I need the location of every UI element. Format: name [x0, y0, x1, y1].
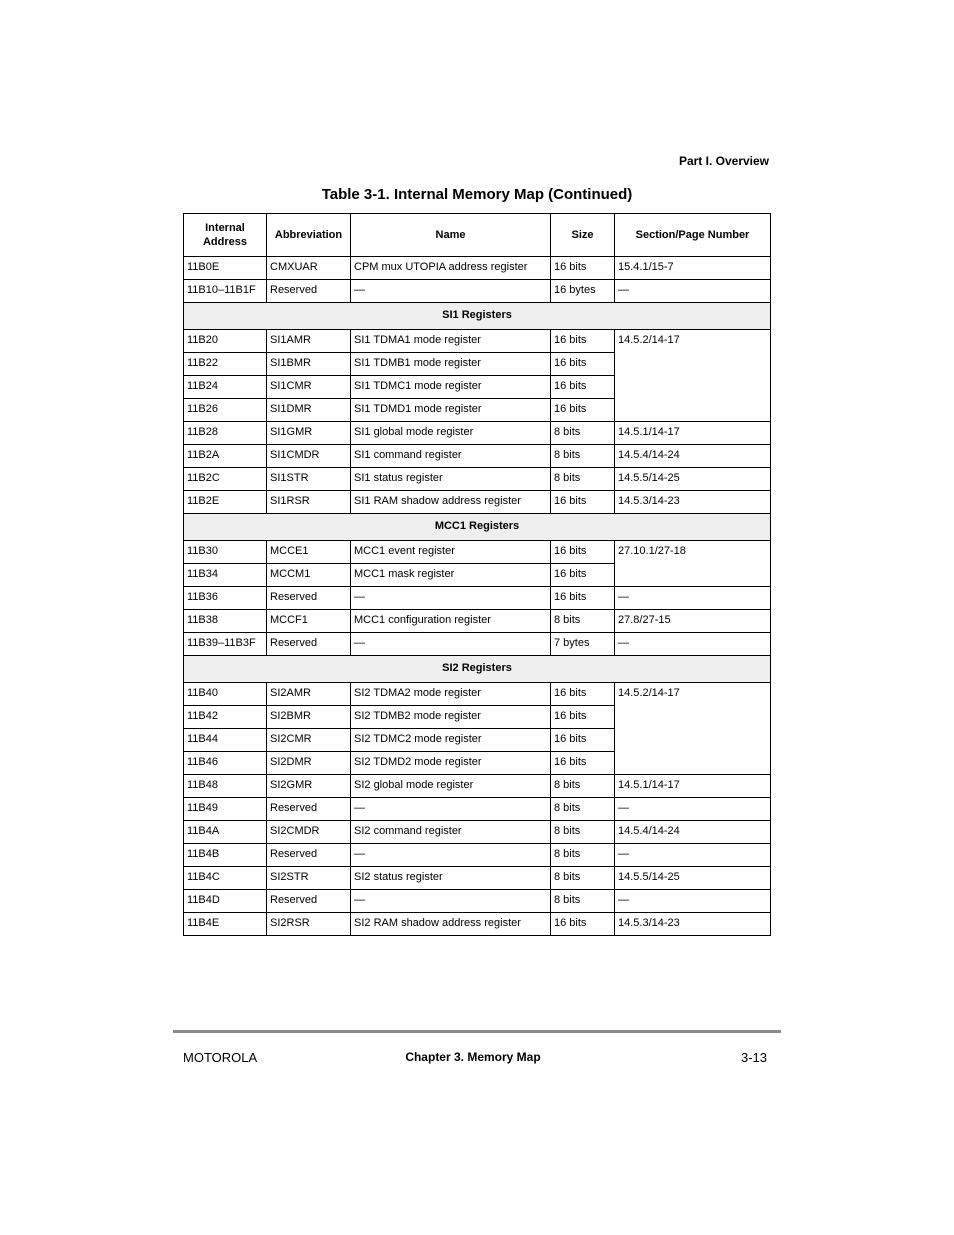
cell-address: 11B0E: [184, 257, 267, 280]
cell-name: —: [351, 280, 551, 303]
cell-name: SI2 status register: [351, 867, 551, 890]
cell-name: SI1 RAM shadow address register: [351, 491, 551, 514]
cell-name: MCC1 event register: [351, 541, 551, 564]
cell-size: 8 bits: [551, 798, 615, 821]
cell-abbreviation: SI2STR: [267, 867, 351, 890]
cell-name: SI1 TDMA1 mode register: [351, 330, 551, 353]
cell-section-page: 27.8/27-15: [615, 610, 771, 633]
cell-section-page: 14.5.5/14-25: [615, 468, 771, 491]
cell-size: 8 bits: [551, 867, 615, 890]
memory-map-table: [183, 213, 771, 936]
cell-section-page: 15.4.1/15-7: [615, 257, 771, 280]
cell-size: 16 bytes: [551, 280, 615, 303]
cell-name: SI2 global mode register: [351, 775, 551, 798]
cell-abbreviation: MCCM1: [267, 564, 351, 587]
cell-name: SI2 TDMA2 mode register: [351, 683, 551, 706]
cell-section-page: —: [615, 798, 771, 821]
table-row: [184, 491, 771, 514]
cell-abbreviation: MCCE1: [267, 541, 351, 564]
cell-abbreviation: SI1BMR: [267, 353, 351, 376]
cell-abbreviation: SI1CMR: [267, 376, 351, 399]
table-row: [184, 468, 771, 491]
cell-abbreviation: SI2BMR: [267, 706, 351, 729]
cell-address: 11B10–11B1F: [184, 280, 267, 303]
cell-section-page: 14.5.2/14-17: [615, 683, 771, 775]
cell-size: 16 bits: [551, 353, 615, 376]
cell-name: SI2 TDMB2 mode register: [351, 706, 551, 729]
cell-name: SI1 TDMD1 mode register: [351, 399, 551, 422]
cell-address: 11B42: [184, 706, 267, 729]
cell-size: 16 bits: [551, 683, 615, 706]
cell-size: 16 bits: [551, 399, 615, 422]
cell-address: 11B4B: [184, 844, 267, 867]
cell-size: 16 bits: [551, 913, 615, 936]
section-heading: SI1 Registers: [184, 303, 771, 330]
cell-abbreviation: SI2CMR: [267, 729, 351, 752]
table-row: [184, 821, 771, 844]
cell-address: 11B48: [184, 775, 267, 798]
cell-address: 11B30: [184, 541, 267, 564]
running-header: Part I. Overview: [678, 154, 769, 168]
cell-name: —: [351, 587, 551, 610]
cell-name: —: [351, 844, 551, 867]
table-header-row: [184, 214, 771, 257]
table-row: [184, 280, 771, 303]
cell-address: 11B28: [184, 422, 267, 445]
section-heading-row: [184, 656, 771, 683]
cell-address: 11B34: [184, 564, 267, 587]
cell-name: MCC1 mask register: [351, 564, 551, 587]
cell-name: SI2 command register: [351, 821, 551, 844]
cell-address: 11B2A: [184, 445, 267, 468]
cell-size: 8 bits: [551, 821, 615, 844]
cell-abbreviation: Reserved: [267, 844, 351, 867]
cell-address: 11B26: [184, 399, 267, 422]
section-heading: MCC1 Registers: [184, 514, 771, 541]
table-row: [184, 913, 771, 936]
cell-size: 16 bits: [551, 564, 615, 587]
cell-section-page: 27.10.1/27-18: [615, 541, 771, 587]
column-header-name: Name: [351, 214, 551, 257]
cell-name: SI1 status register: [351, 468, 551, 491]
cell-address: 11B22: [184, 353, 267, 376]
cell-name: SI1 global mode register: [351, 422, 551, 445]
cell-abbreviation: SI1DMR: [267, 399, 351, 422]
cell-abbreviation: SI2RSR: [267, 913, 351, 936]
cell-abbreviation: Reserved: [267, 890, 351, 913]
cell-section-page: —: [615, 633, 771, 656]
cell-name: SI1 TDMC1 mode register: [351, 376, 551, 399]
cell-abbreviation: SI1CMDR: [267, 445, 351, 468]
column-header-size: Size: [551, 214, 615, 257]
table-row: [184, 867, 771, 890]
table-row: [184, 445, 771, 468]
footer-publisher: MOTOROLA: [183, 1050, 258, 1065]
cell-address: 11B44: [184, 729, 267, 752]
cell-abbreviation: SI1STR: [267, 468, 351, 491]
cell-address: 11B2E: [184, 491, 267, 514]
cell-abbreviation: CMXUAR: [267, 257, 351, 280]
cell-abbreviation: Reserved: [267, 798, 351, 821]
cell-abbreviation: SI2CMDR: [267, 821, 351, 844]
cell-name: —: [351, 633, 551, 656]
cell-section-page: —: [615, 280, 771, 303]
cell-size: 8 bits: [551, 422, 615, 445]
cell-address: 11B40: [184, 683, 267, 706]
cell-section-page: —: [615, 890, 771, 913]
cell-section-page: 14.5.1/14-17: [615, 422, 771, 445]
cell-size: 16 bits: [551, 729, 615, 752]
cell-size: 16 bits: [551, 257, 615, 280]
cell-address: 11B4E: [184, 913, 267, 936]
cell-address: 11B38: [184, 610, 267, 633]
cell-abbreviation: SI1GMR: [267, 422, 351, 445]
cell-address: 11B39–11B3F: [184, 633, 267, 656]
cell-address: 11B20: [184, 330, 267, 353]
cell-size: 8 bits: [551, 844, 615, 867]
cell-address: 11B36: [184, 587, 267, 610]
column-header-abbreviation: Abbreviation: [267, 214, 351, 257]
cell-size: 8 bits: [551, 890, 615, 913]
cell-abbreviation: SI1AMR: [267, 330, 351, 353]
table-row: [184, 890, 771, 913]
table-row: [184, 633, 771, 656]
footer-divider: [173, 1030, 781, 1033]
table-row: [184, 422, 771, 445]
table-row: [184, 683, 771, 706]
cell-abbreviation: SI1RSR: [267, 491, 351, 514]
cell-name: MCC1 configuration register: [351, 610, 551, 633]
cell-section-page: 14.5.2/14-17: [615, 330, 771, 422]
cell-address: 11B49: [184, 798, 267, 821]
column-header-section-page: Section/Page Number: [615, 214, 771, 257]
table-row: [184, 587, 771, 610]
cell-size: 16 bits: [551, 491, 615, 514]
cell-name: SI1 command register: [351, 445, 551, 468]
cell-abbreviation: Reserved: [267, 633, 351, 656]
column-header-internal-address: Internal Address: [184, 214, 267, 257]
table-title: Table 3-1. Internal Memory Map (Continued): [321, 186, 633, 203]
section-heading-row: [184, 303, 771, 330]
cell-section-page: 14.5.3/14-23: [615, 913, 771, 936]
cell-name: CPM mux UTOPIA address register: [351, 257, 551, 280]
cell-size: 8 bits: [551, 610, 615, 633]
cell-name: SI2 TDMC2 mode register: [351, 729, 551, 752]
cell-size: 16 bits: [551, 587, 615, 610]
footer-chapter: Chapter 3. Memory Map: [405, 1050, 541, 1064]
cell-size: 16 bits: [551, 330, 615, 353]
cell-size: 8 bits: [551, 445, 615, 468]
table-row: [184, 330, 771, 353]
cell-abbreviation: MCCF1: [267, 610, 351, 633]
cell-size: 16 bits: [551, 706, 615, 729]
footer-page-number: 3-13: [740, 1050, 767, 1065]
cell-section-page: —: [615, 587, 771, 610]
table-row: [184, 610, 771, 633]
cell-address: 11B4C: [184, 867, 267, 890]
cell-section-page: 14.5.1/14-17: [615, 775, 771, 798]
cell-address: 11B46: [184, 752, 267, 775]
cell-address: 11B4A: [184, 821, 267, 844]
cell-address: 11B2C: [184, 468, 267, 491]
cell-abbreviation: SI2AMR: [267, 683, 351, 706]
cell-address: 11B4D: [184, 890, 267, 913]
table-row: [184, 844, 771, 867]
cell-section-page: 14.5.4/14-24: [615, 821, 771, 844]
cell-abbreviation: Reserved: [267, 280, 351, 303]
table-row: [184, 541, 771, 564]
section-heading: SI2 Registers: [184, 656, 771, 683]
cell-section-page: 14.5.5/14-25: [615, 867, 771, 890]
cell-size: 8 bits: [551, 468, 615, 491]
cell-abbreviation: SI2DMR: [267, 752, 351, 775]
cell-section-page: —: [615, 844, 771, 867]
table-row: [184, 257, 771, 280]
cell-section-page: 14.5.4/14-24: [615, 445, 771, 468]
cell-abbreviation: SI2GMR: [267, 775, 351, 798]
cell-size: 16 bits: [551, 376, 615, 399]
table-row: [184, 775, 771, 798]
table-body: [184, 257, 771, 936]
cell-abbreviation: Reserved: [267, 587, 351, 610]
cell-address: 11B24: [184, 376, 267, 399]
cell-name: —: [351, 890, 551, 913]
cell-section-page: 14.5.3/14-23: [615, 491, 771, 514]
cell-name: SI2 TDMD2 mode register: [351, 752, 551, 775]
cell-name: SI2 RAM shadow address register: [351, 913, 551, 936]
cell-name: —: [351, 798, 551, 821]
cell-size: 16 bits: [551, 541, 615, 564]
cell-size: 16 bits: [551, 752, 615, 775]
cell-size: 7 bytes: [551, 633, 615, 656]
section-heading-row: [184, 514, 771, 541]
table-row: [184, 798, 771, 821]
cell-size: 8 bits: [551, 775, 615, 798]
cell-name: SI1 TDMB1 mode register: [351, 353, 551, 376]
